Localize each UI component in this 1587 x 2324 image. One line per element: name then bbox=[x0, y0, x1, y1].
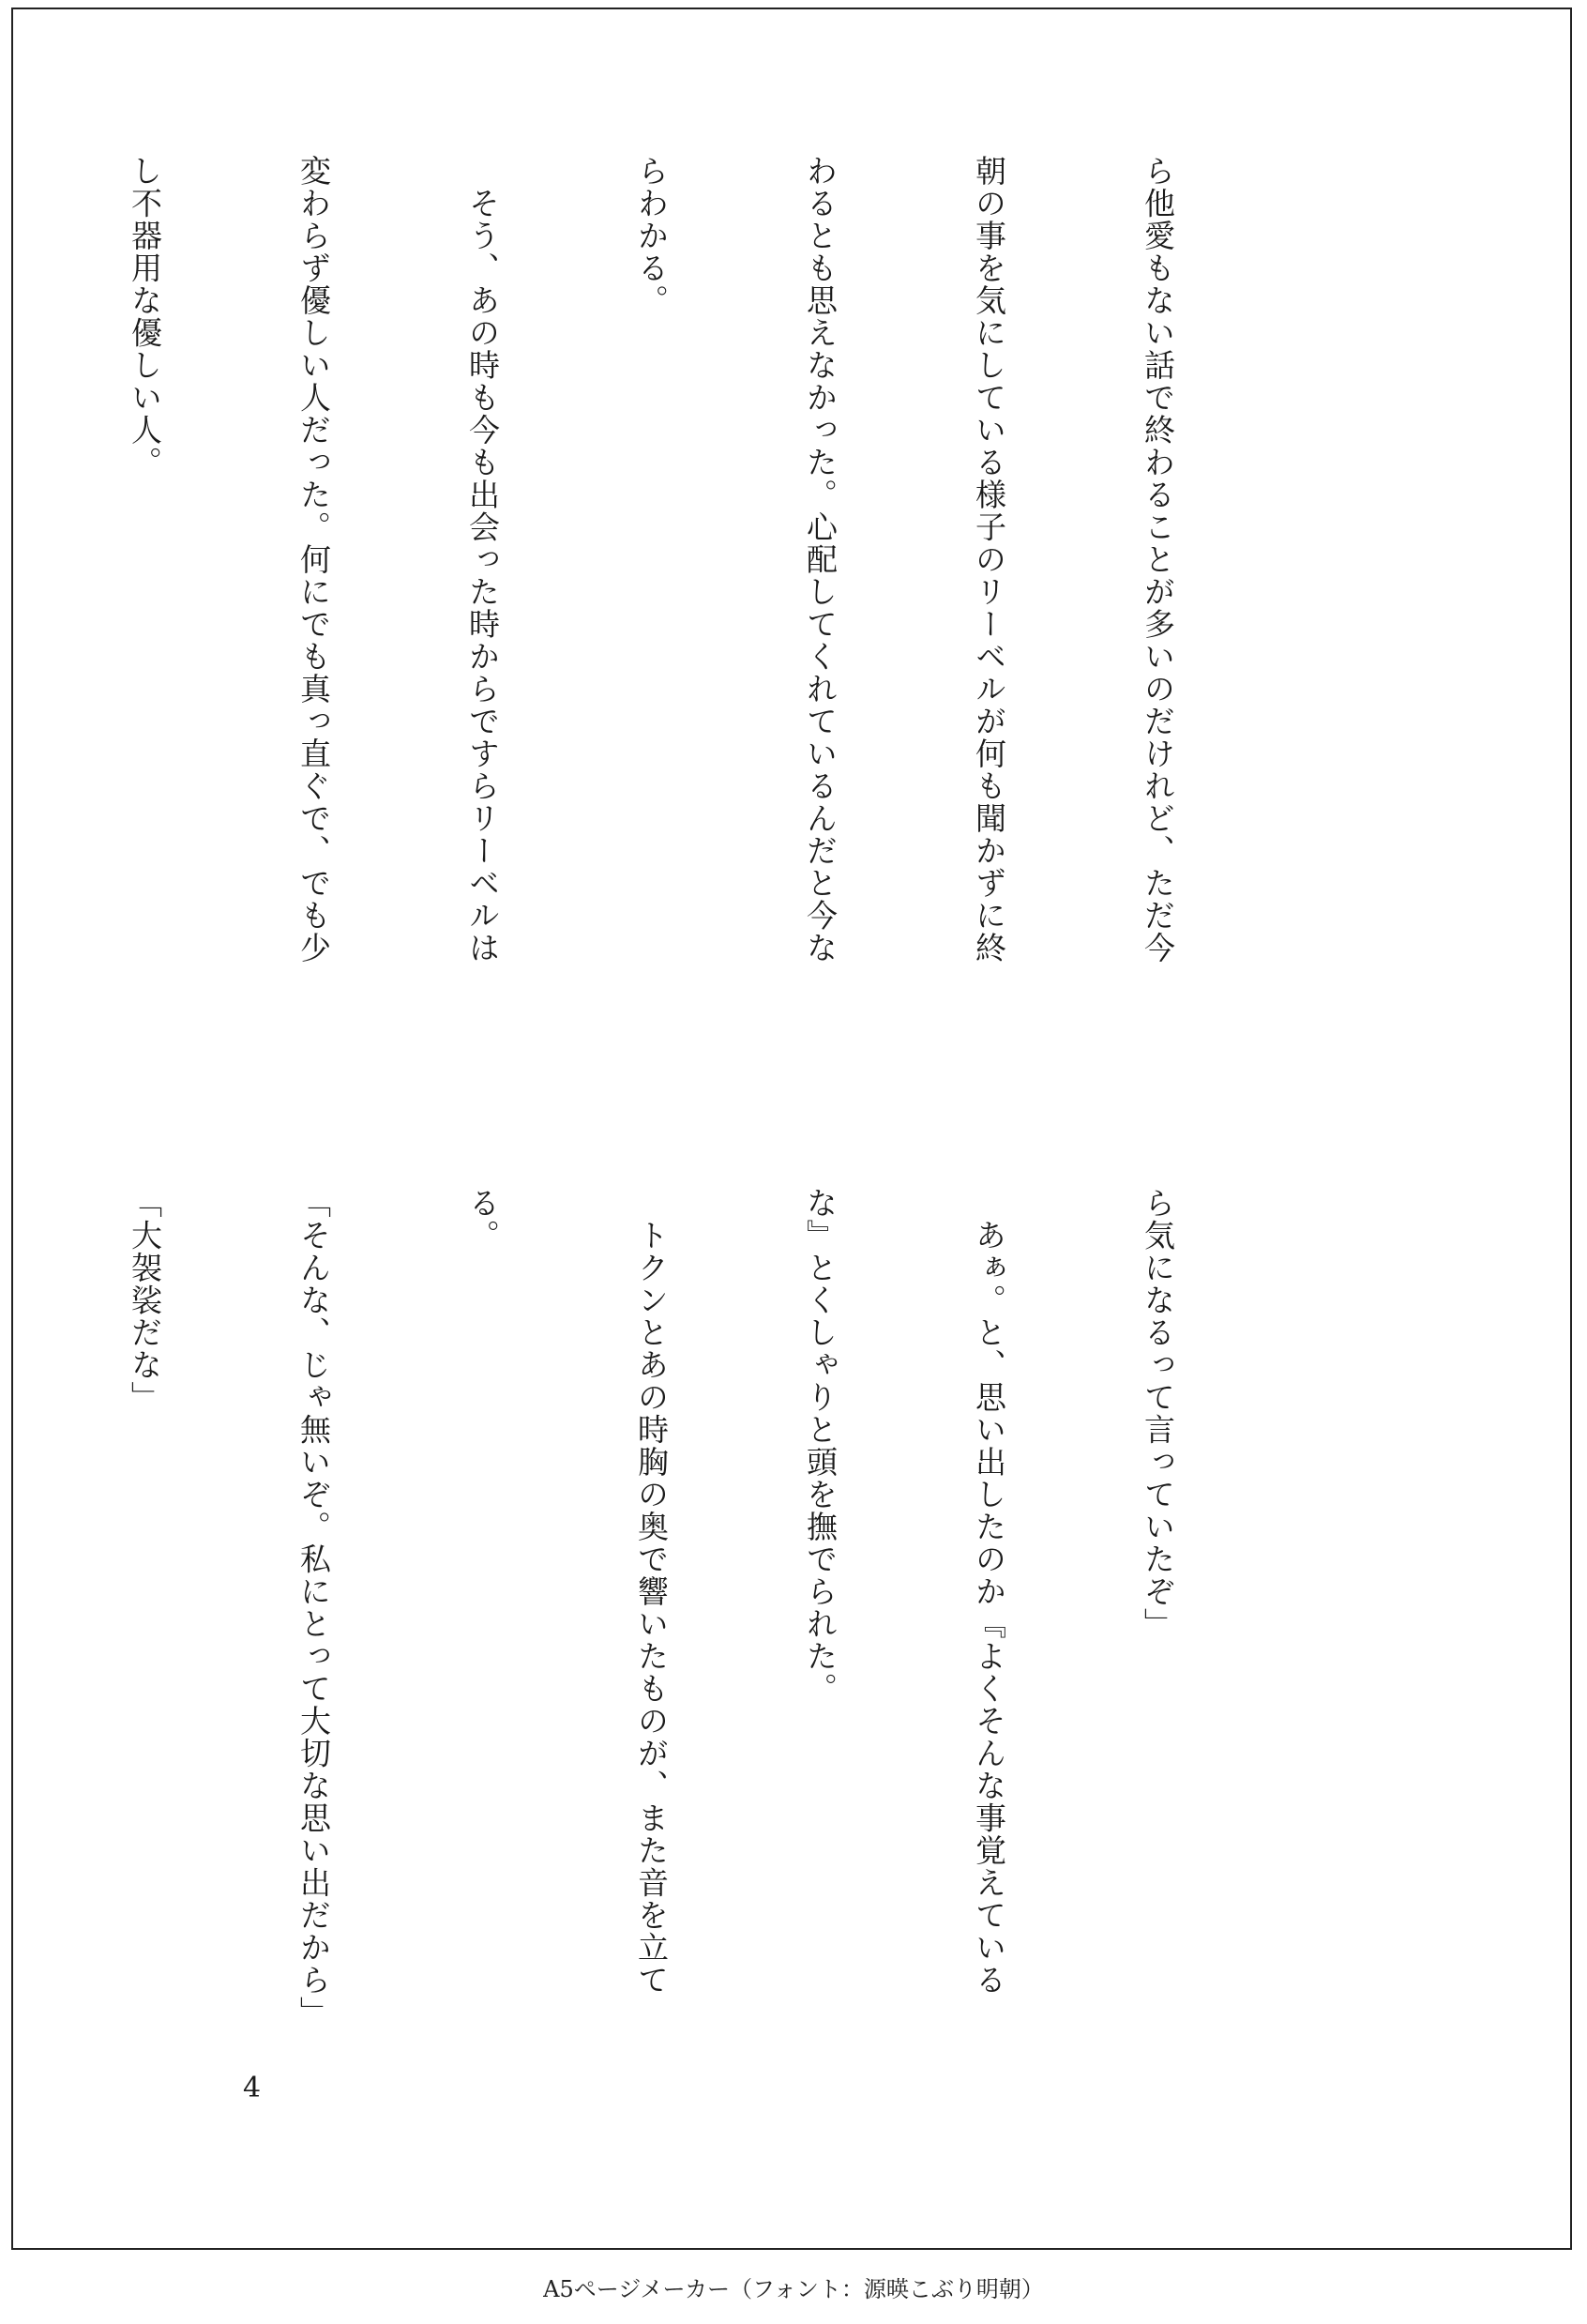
lower-text-column bbox=[0, 1187, 1298, 2200]
text-line: る。 bbox=[464, 1187, 501, 1252]
text-line: あぁ。と、思い出したのか『よくそんな事覚えている bbox=[971, 1187, 1007, 1997]
text-line: し不器用な優しい人。 bbox=[127, 155, 163, 478]
text-line bbox=[0, 155, 4, 1168]
footer-credit: A5ページメーカー（フォント：源暎こぶり明朝） bbox=[543, 2276, 1044, 2302]
page-number: 4 bbox=[243, 2072, 262, 2104]
text-line: ら他愛もない話で終わることが多いのだけれど、ただ今 bbox=[1140, 155, 1176, 965]
upper-text-column bbox=[0, 155, 1298, 1168]
text-line: わるとも思えなかった。心配してくれているんだと今な bbox=[802, 155, 839, 965]
text-line: 朝の事を気にしている様子のリーベルが何も聞かずに終 bbox=[971, 155, 1007, 965]
text-line: 「大袈裟だな」 bbox=[127, 1187, 163, 1414]
text-line: 変わらず優しい人だった。何にでも真っ直ぐで、でも少 bbox=[295, 155, 332, 965]
text-line: トクンとあの時胸の奥で響いたものが、また音を立て bbox=[633, 1187, 670, 1997]
text-line bbox=[0, 1187, 4, 2200]
text-line: 「そんな、じゃ無いぞ。私にとって大切な思い出だから」 bbox=[295, 1187, 332, 2028]
page-frame bbox=[11, 8, 1572, 2250]
text-line: らわかる。 bbox=[633, 155, 670, 317]
text-line: そう、あの時も今も出会った時からですらリーベルは bbox=[464, 155, 501, 965]
text-line: な』とくしゃりと頭を撫でられた。 bbox=[802, 1187, 839, 1705]
text-line: ら気になるって言っていたぞ」 bbox=[1140, 1187, 1176, 1640]
